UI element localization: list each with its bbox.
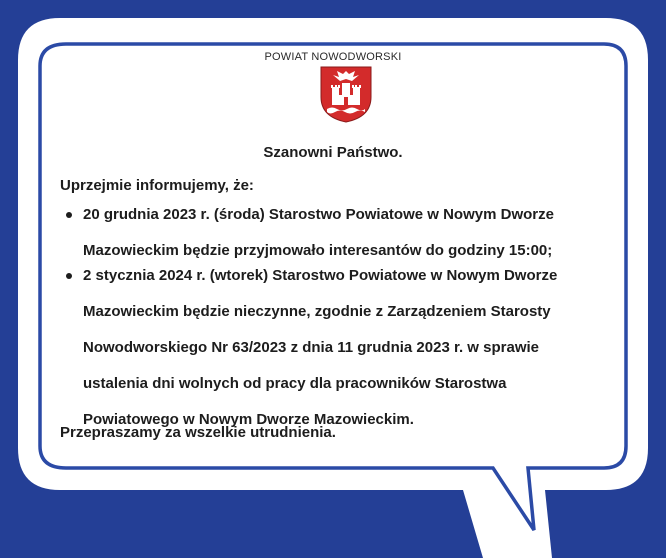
bullet-line: 2 stycznia 2024 r. (wtorek) Starostwo Powiatowe w Nowym Dworze xyxy=(83,267,558,284)
bullet-line: Nowodworskiego Nr 63/2023 z dnia 11 grudnia 2023 r. w sprawie xyxy=(83,339,540,356)
bullet-line: Powiatowego w Nowym Dworze Mazowieckim. xyxy=(83,411,414,428)
intro-text: Uprzejmie informujemy, że: xyxy=(60,177,254,194)
bullet-line: 20 grudnia 2023 r. (środa) Starostwo Powiatowe w Nowym Dworze xyxy=(83,206,554,223)
notice-bullet xyxy=(83,258,623,438)
organization-name: POWIAT NOWODWORSKI xyxy=(264,51,402,63)
coat-of-arms-icon xyxy=(319,65,373,123)
bullet-line: ustalenia dni wolnych od pracy dla pracowników Starostwa xyxy=(83,375,507,392)
closing-text: Przepraszamy za wszelkie utrudnienia. xyxy=(60,424,336,441)
greeting: Szanowni Państwo. xyxy=(263,144,403,161)
bullet-line: Mazowieckim będzie nieczynne, zgodnie z Zarządzeniem Starosty xyxy=(83,303,551,320)
bullet-line: Mazowieckim będzie przyjmowało interesantów do godziny 15:00; xyxy=(83,242,553,259)
